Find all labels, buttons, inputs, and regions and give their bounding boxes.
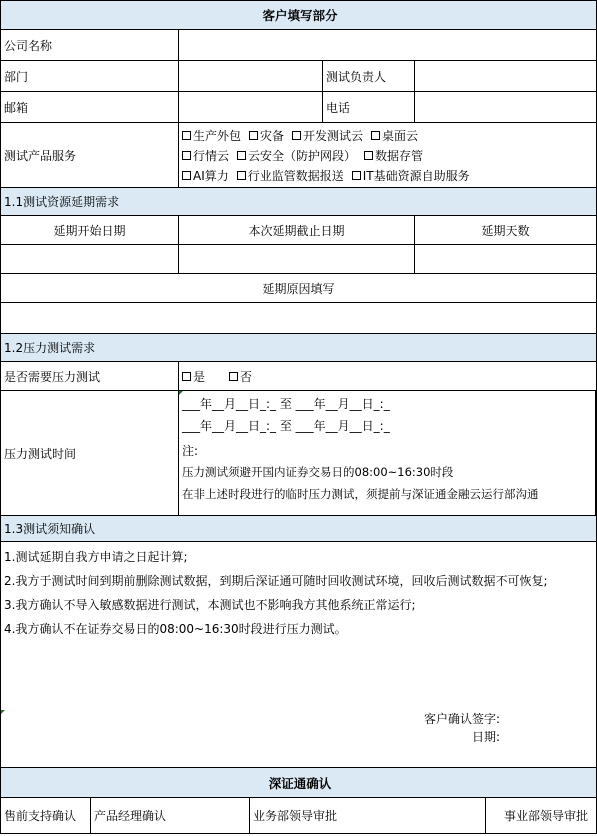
- term-2: 2.我方于测试时间到期前删除测试数据，到期后深证通可随时回收测试环境，回收后测试数据不可恢复;: [4, 574, 548, 588]
- checkbox-cloud-security[interactable]: [237, 147, 356, 164]
- company-label: 公司名称: [1, 30, 179, 60]
- option-label: 开发测试云: [303, 128, 364, 143]
- note-line-2: 在非上述时段进行的临时压力测试，须提前与深证通金融云运行部沟通: [182, 487, 539, 501]
- need-pressure-label: 是否需要压力测试: [1, 362, 179, 390]
- company-row: [0, 30, 597, 61]
- option-label: AI算力: [193, 168, 229, 183]
- option-label: 数据存管: [375, 148, 424, 163]
- checkbox-data-custody[interactable]: [364, 147, 423, 164]
- customer-header: 客户填写部分: [1, 1, 596, 29]
- signature-date-label: 日期:: [471, 730, 500, 744]
- checkbox-icon: [182, 372, 191, 381]
- option-label: 灾备: [260, 128, 285, 143]
- term-3: 3.我方确认不导入敏感数据进行测试，本测试也不影响我方其他系统正常运行;: [4, 598, 416, 612]
- email-row: [0, 92, 597, 123]
- products-options: [179, 123, 596, 187]
- section-terms-row: [0, 516, 597, 542]
- checkbox-dev-test-cloud[interactable]: [292, 127, 363, 144]
- pm-confirm[interactable]: 产品经理确认: [91, 798, 250, 833]
- products-row: [0, 123, 597, 188]
- dept-label: 部门: [1, 61, 179, 91]
- checkbox-regulatory-reporting[interactable]: [237, 167, 344, 184]
- pressure-time-label: 压力测试时间: [1, 391, 179, 515]
- extension-input-row: [0, 245, 597, 274]
- phone-input[interactable]: [415, 92, 596, 122]
- dept-lead-approval[interactable]: 事业部领导审批: [503, 809, 588, 823]
- email-input[interactable]: [179, 92, 323, 122]
- checkbox-desktop-cloud[interactable]: [371, 127, 418, 144]
- products-label: 测试产品服务: [1, 123, 179, 187]
- time-range-1[interactable]: ___年__月__日_:_ 至 ___年__月__日_:_: [182, 397, 390, 411]
- ext-end-input[interactable]: [179, 245, 415, 273]
- option-label: 云安全（防护网段）: [248, 148, 357, 163]
- presales-confirm[interactable]: 售前支持确认: [1, 798, 91, 833]
- szt-header-row: [0, 768, 597, 798]
- checkbox-icon: [249, 131, 258, 140]
- ext-reason-input[interactable]: [1, 303, 596, 333]
- checkbox-production-outsourcing[interactable]: [182, 127, 241, 144]
- note-line-1: 压力测试须避开国内证券交易日的08:00~16:30时段: [182, 465, 454, 479]
- cell-comment-marker: [1, 710, 5, 714]
- checkbox-yes[interactable]: [182, 368, 205, 385]
- approval-row: [0, 798, 597, 834]
- ext-start-label: 延期开始日期: [1, 216, 179, 244]
- ext-start-input[interactable]: [1, 245, 179, 273]
- checkbox-icon: [371, 131, 380, 140]
- section-pressure-title: 1.2压力测试需求: [1, 334, 596, 361]
- time-range-2[interactable]: ___年__月__日_:_ 至 ___年__月__日_:_: [182, 419, 390, 433]
- ext-reason-header-row: [0, 274, 597, 303]
- customer-header-row: [0, 0, 597, 30]
- cell-comment-marker: [179, 391, 183, 395]
- checkbox-ai-compute[interactable]: [182, 167, 229, 184]
- section-pressure-row: [0, 334, 597, 362]
- need-pressure-options: [179, 362, 596, 390]
- products-line-2: [182, 147, 423, 164]
- ext-days-input[interactable]: [415, 245, 596, 273]
- option-label: 否: [240, 369, 253, 384]
- checkbox-icon: [229, 372, 238, 381]
- products-line-3: [182, 167, 470, 184]
- ext-reason-input-row: [0, 303, 597, 334]
- option-label: 行情云: [193, 148, 230, 163]
- checkbox-icon: [237, 151, 246, 160]
- option-label: 生产外包: [193, 128, 242, 143]
- checkbox-icon: [237, 171, 246, 180]
- checkbox-market-cloud[interactable]: [182, 147, 229, 164]
- checkbox-it-self-service[interactable]: [352, 167, 470, 184]
- checkbox-icon: [292, 131, 301, 140]
- ext-days-label: 延期天数: [481, 223, 530, 238]
- test-owner-label: 测试负责人: [323, 61, 415, 91]
- szt-header: 深证通确认: [1, 768, 596, 797]
- extension-header-row: [0, 216, 597, 245]
- pressure-time-row: [0, 391, 597, 516]
- company-input[interactable]: [179, 30, 596, 60]
- email-label: 邮箱: [1, 92, 179, 122]
- section-terms-title: 1.3测试须知确认: [1, 516, 596, 541]
- checkbox-no[interactable]: [229, 368, 252, 385]
- option-label: 是: [193, 369, 206, 384]
- biz-lead-approval[interactable]: 业务部领导审批: [250, 798, 486, 833]
- option-label: IT基础资源自助服务: [362, 168, 470, 183]
- note-label: 注:: [182, 444, 199, 458]
- ext-reason-label: 延期原因填写: [262, 281, 335, 296]
- terms-block: [0, 542, 597, 768]
- test-owner-input[interactable]: [415, 61, 596, 91]
- checkbox-icon: [182, 131, 191, 140]
- products-line-1: [182, 127, 418, 144]
- term-4: 4.我方确认不在证券交易日的08:00~16:30时段进行压力测试。: [4, 622, 347, 636]
- option-label: 行业监管数据报送: [247, 168, 344, 183]
- pressure-time-content: [179, 391, 596, 515]
- checkbox-icon: [352, 171, 361, 180]
- checkbox-icon: [182, 171, 191, 180]
- ext-end-label: 本次延期截止日期: [179, 216, 415, 244]
- checkbox-icon: [364, 151, 373, 160]
- checkbox-icon: [182, 151, 191, 160]
- option-label: 桌面云: [382, 128, 419, 143]
- section-extension-title: 1.1测试资源延期需求: [1, 188, 596, 215]
- section-extension-row: [0, 188, 597, 216]
- dept-row: [0, 61, 597, 92]
- term-1: 1.测试延期自我方申请之日起计算;: [4, 550, 188, 564]
- dept-input[interactable]: [179, 61, 323, 91]
- phone-label: 电话: [323, 92, 415, 122]
- need-pressure-row: [0, 362, 597, 391]
- customer-signature-label: 客户确认签字:: [423, 712, 500, 726]
- checkbox-disaster-recovery[interactable]: [249, 127, 284, 144]
